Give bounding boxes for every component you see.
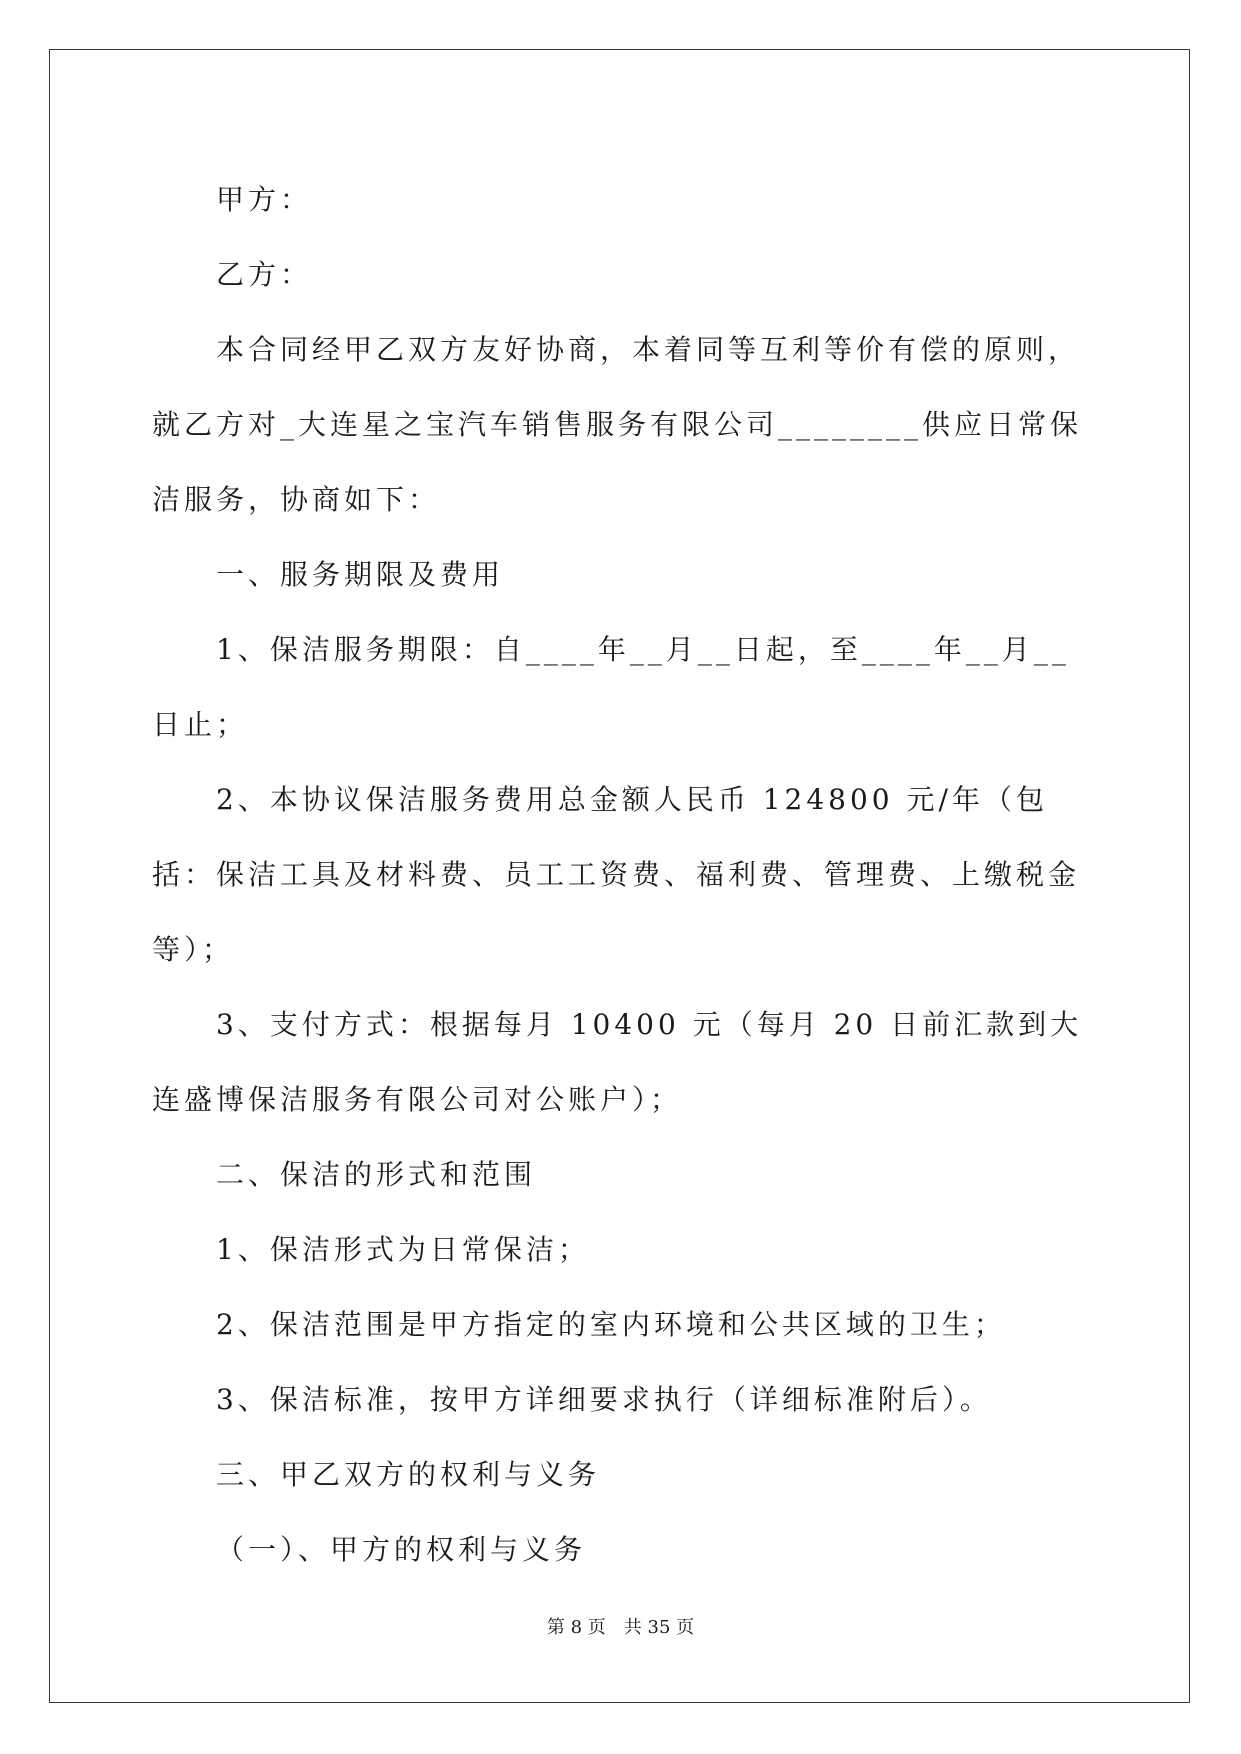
section-3-heading: 三、甲乙双方的权利与义务 [216, 1458, 601, 1491]
page-number-current: 第 8 页 [546, 1617, 606, 1638]
cleaning-standard-item: 3、保洁标准，按甲方详细要求执行（详细标准附后）。 [216, 1383, 992, 1416]
page-number-total: 共 35 页 [623, 1617, 695, 1638]
page-footer [0, 1613, 1241, 1639]
section-1-heading: 一、服务期限及费用 [216, 558, 505, 591]
party-b-line: 乙方： [216, 258, 313, 291]
service-fee-item: 2、本协议保洁服务费用总金额人民币 124800 元/年（包括：保洁工具及材料费、员工工资费、福利费、管理费、上缴税金等）； [152, 783, 1081, 966]
party-a-line: 甲方： [216, 183, 313, 216]
cleaning-form-item: 1、保洁形式为日常保洁； [216, 1233, 590, 1266]
section-3-subheading-party-a: （一）、甲方的权利与义务 [216, 1533, 587, 1566]
section-2-heading: 二、保洁的形式和范围 [216, 1158, 537, 1191]
intro-paragraph: 本合同经甲乙双方友好协商，本着同等互利等价有偿的原则，就乙方对_大连星之宝汽车销售服务有限公司________供应日常保洁服务，协商如下： [152, 333, 1083, 516]
service-period-item: 1、保洁服务期限：自____年__月__日起，至____年__月__日止； [152, 633, 1070, 741]
document-body [152, 162, 1087, 1587]
cleaning-scope-item: 2、保洁范围是甲方指定的室内环境和公共区域的卫生； [216, 1308, 1006, 1341]
payment-method-item: 3、支付方式：根据每月 10400 元（每月 20 日前汇款到大连盛博保洁服务有限公司对公账户）； [152, 1008, 1083, 1116]
